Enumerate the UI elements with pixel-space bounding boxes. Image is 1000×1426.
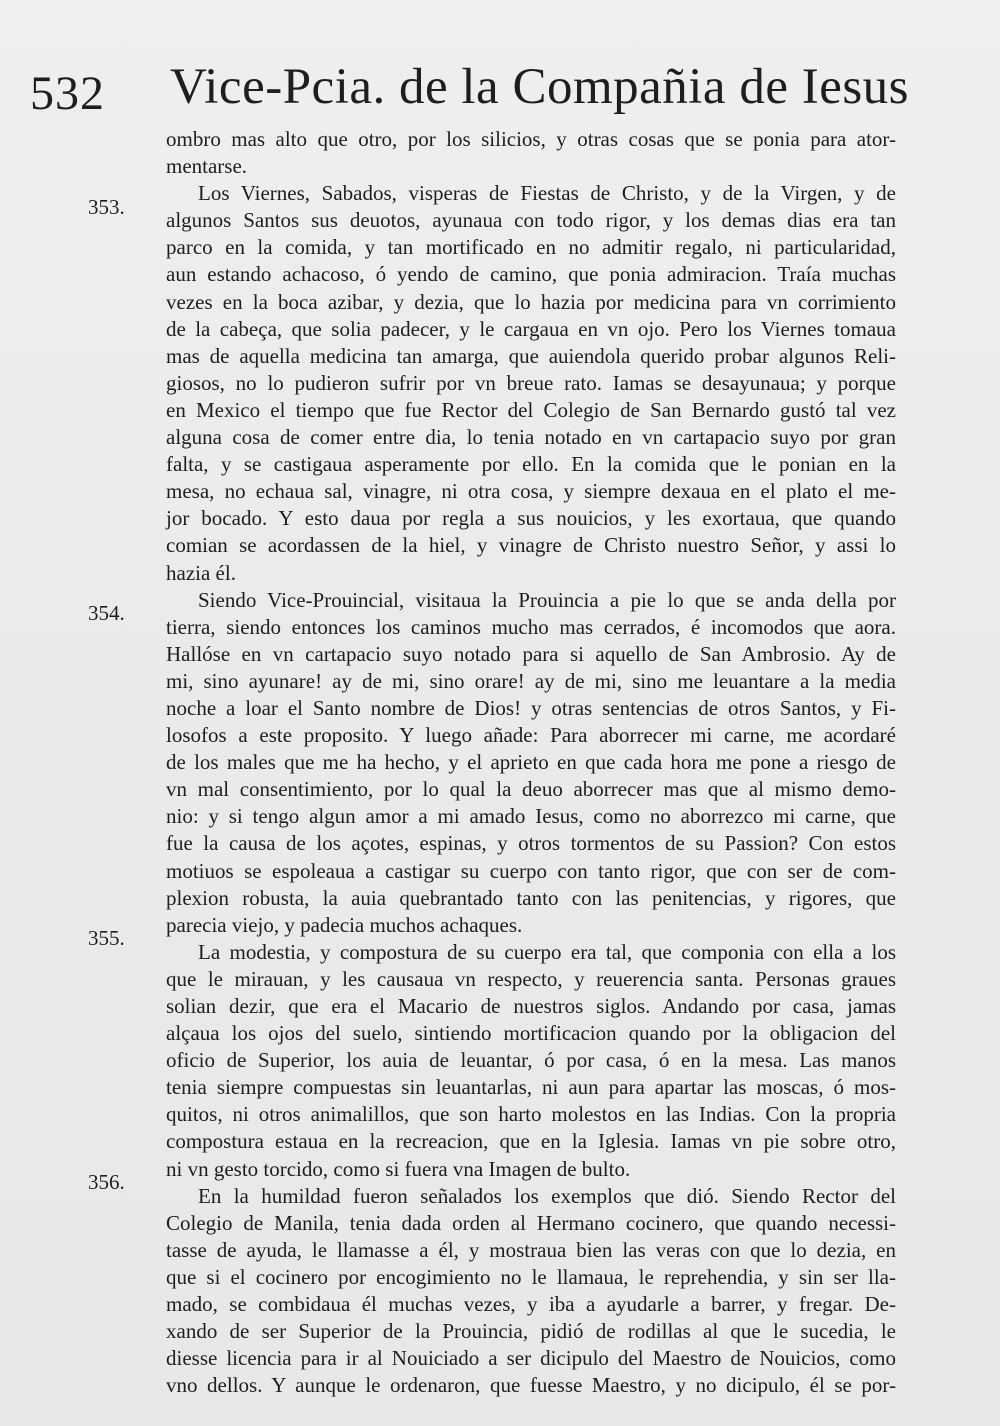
text-line: que si el cocinero por encogimiento no le llamaua, le reprehendia, y sin ser lla- (166, 1264, 896, 1289)
text-line: ni vn gesto torcido, como si fuera vna Imagen de bulto. (166, 1156, 631, 1181)
text-line: jor bocado. Y esto daua por regla a sus nouicios, y les exortaua, que quando (166, 506, 896, 531)
text-line: La modestia, y compostura de su cuerpo era tal, que componia con ella a los (198, 939, 896, 964)
text-line: tasse de ayuda, le llamasse a él, y mostraua bien las veras con que lo dezia, en (166, 1237, 896, 1262)
text-line: mi, sino ayunare! ay de mi, sino orare! ay de mi, sino me leuantare a la media (166, 668, 896, 693)
text-line: Los Viernes, Sabados, visperas de Fiestas de Christo, y de la Virgen, y de (198, 181, 896, 206)
text-line: hazia él. (166, 560, 236, 585)
text-line: solian dezir, que era el Macario de nuestros siglos. Andando por casa, jamas (166, 994, 896, 1018)
text-line: quitos, ni otros animalillos, que son harto molestos en las Indias. Con la propria (166, 1102, 896, 1127)
page-number: 532 (30, 67, 105, 120)
text-line: motiuos se espoleaua a castigar su cuerpo con tanto rigor, que con ser de com- (166, 858, 896, 883)
paragraph-number-353: 353. (88, 194, 125, 219)
text-line: que le mirauan, y les causaua vn respecto, y reuerencia santa. Personas graues (166, 966, 896, 991)
text-line: algunos Santos sus deuotos, ayunaua con todo rigor, y los demas dias era tan (166, 208, 896, 233)
text-line: mesa, no echaua sal, vinagre, ni otra cosa, y siempre dexaua en el plato el me- (166, 479, 896, 504)
text-line: de la cabeça, que solia padecer, y le cargaua en vn ojo. Pero los Viernes tomaua (166, 316, 896, 341)
text-line: mado, se combidaua él muchas vezes, y iba a ayudarle a barrer, y fregar. De- (166, 1292, 896, 1317)
text-line: aun estando achacoso, ó yendo de camino, que ponia admiracion. Traía muchas (166, 262, 896, 287)
body-text (166, 126, 896, 1399)
text-line: noche a loar el Santo nombre de Dios! y otras sentencias de otros Santos, y Fi- (166, 695, 896, 720)
text-line: parecia viejo, y padecia muchos achaques. (166, 912, 523, 937)
text-line: losofos a este proposito. Y luego añade: Para aborrecer mi carne, me acordaré (166, 723, 896, 748)
text-line: comian se acordassen de la hiel, y vinagre de Christo nuestro Señor, y assi lo (166, 533, 896, 558)
paragraph-number-355: 355. (88, 926, 125, 950)
text-line: alguna cosa de comer entre dia, lo tenia notado en vn cartapacio suyo por gran (166, 425, 896, 450)
text-line: Colegio de Manila, tenia dada orden al Hermano cocinero, que quando necessi- (166, 1210, 896, 1235)
text-line: tierra, siendo entonces los caminos mucho mas cerrados, é incomodos que aora. (166, 614, 896, 639)
text-line: tenia siempre compuestas sin leuantarlas, ni aun para apartar las moscas, ó mos- (166, 1075, 896, 1100)
text-line: ombro mas alto que otro, por los silicios, y otras cosas que se ponia para ator- (166, 127, 896, 151)
text-line: fue la causa de los açotes, espinas, y otros tormentos de su Passion? Con estos (166, 831, 896, 856)
text-line: mas de aquella medicina tan amarga, que auiendola querido probar algunos Reli- (166, 343, 896, 368)
text-line: plexion robusta, la auia quebrantado tanto con las penitencias, y rigores, que (166, 885, 896, 910)
text-line: falta, y se castigaua asperamente por ello. En la comida que le ponian en la (166, 452, 896, 477)
text-line: vezes en la boca azibar, y dezia, que lo hazia por medicina para vn corrimiento (166, 289, 896, 314)
text-line: de los males que me ha hecho, y el aprieto en que cada hora me pone a riesgo de (166, 750, 896, 775)
text-line: xando de ser Superior de la Prouincia, pidió de rodillas al que le sucedia, le (166, 1319, 896, 1344)
text-line: nio: y si tengo algun amor a mi amado Iesus, como no aborrezco mi carne, que (166, 804, 896, 829)
text-line: Hallóse en vn cartapacio suyo notado para si aquello de San Ambrosio. Ay de (166, 641, 896, 666)
text-line: Siendo Vice-Prouincial, visitaua la Prouincia a pie lo que se anda della por (198, 587, 896, 612)
text-line: alçaua los ojos del suelo, sintiendo mortificacion quando por la obligacion del (166, 1021, 896, 1046)
text-line: en Mexico el tiempo que fue Rector del Colegio de San Bernardo gustó tal vez (166, 397, 896, 422)
text-line: compostura estaua en la recreacion, que en la Iglesia. Iamas vn pie sobre otro, (166, 1129, 896, 1154)
text-line: oficio de Superior, los auia de leuantar, ó por casa, ó en la mesa. Las manos (166, 1048, 896, 1073)
running-title: Vice-Pcia. de la Compañia de Iesus (170, 59, 910, 115)
text-line: diesse licencia para ir al Nouiciado a ser dicipulo del Maestro de Nouicios, como (166, 1346, 896, 1371)
text-line: vn mal consentimiento, por lo qual la deuo aborrecer mas que al mismo demo- (166, 777, 896, 802)
paragraph-number-354: 354. (88, 601, 125, 625)
text-line: vno dellos. Y aunque le ordenaron, que fuesse Maestro, y no dicipulo, él se por- (166, 1373, 896, 1398)
text-line: giosos, no lo pudieron sufrir por vn breue rato. Iamas se desayunaua; y porque (166, 370, 896, 395)
text-line: En la humildad fueron señalados los exemplos que dió. Siendo Rector del (198, 1183, 896, 1208)
paragraph-number-356: 356. (88, 1170, 125, 1194)
text-line: parco en la comida, y tan mortificado en no admitir regalo, ni particularidad, (166, 235, 896, 260)
text-line: mentarse. (166, 154, 248, 179)
